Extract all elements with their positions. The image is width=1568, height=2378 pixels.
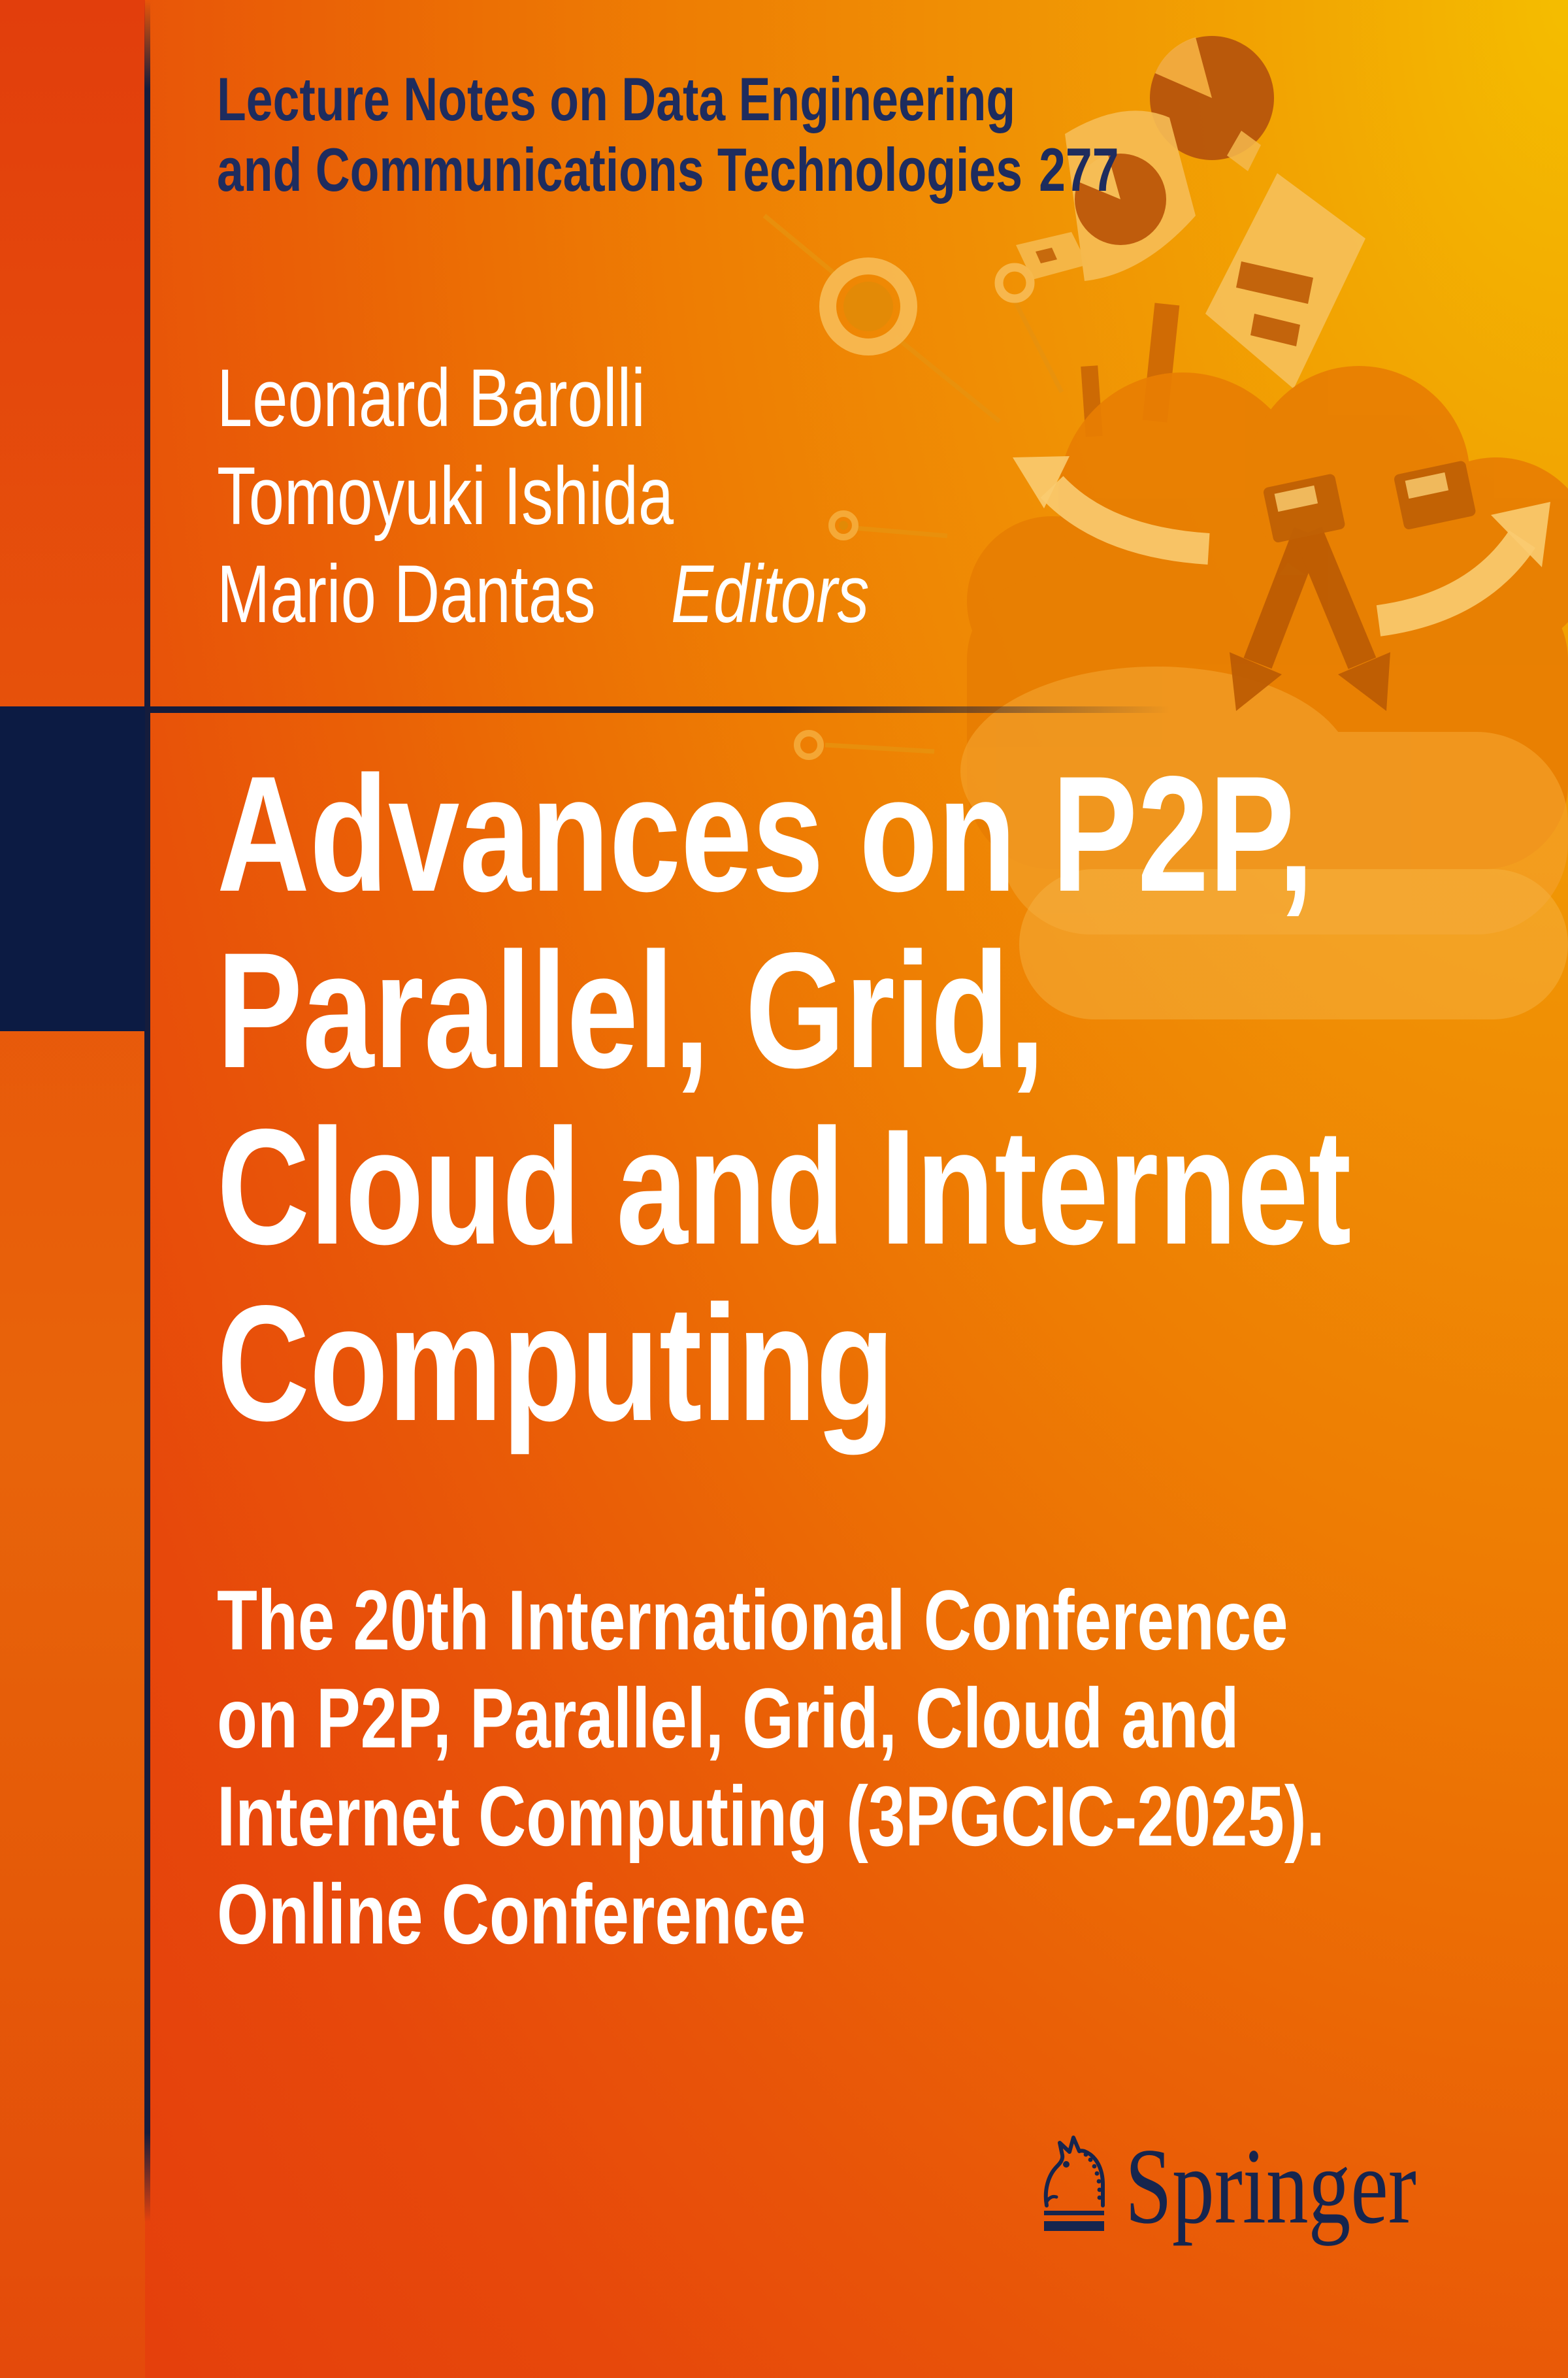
title-line: Cloud and Internet	[217, 1095, 1352, 1279]
publisher-name: Springer	[1125, 2126, 1416, 2246]
series-line-1: Lecture Notes on Data Engineering	[217, 65, 1016, 133]
document-diamond	[1205, 173, 1365, 389]
editor-name: Tomoyuki Ishida	[217, 451, 674, 542]
vertical-rule	[144, 0, 150, 2222]
book-title	[217, 742, 1352, 1455]
book-subtitle	[217, 1571, 1325, 1963]
horizontal-rule	[145, 706, 1169, 713]
series-volume-number: 277	[1039, 135, 1119, 204]
springer-horse-icon	[1039, 2128, 1109, 2234]
editors-block	[217, 350, 870, 644]
series-title	[217, 64, 1119, 205]
title-line: Parallel, Grid,	[217, 919, 1045, 1102]
editor-name: Leonard Barolli	[217, 353, 645, 444]
series-line-2: and Communications Technologies 277	[217, 135, 1119, 204]
title-line: Advances on P2P,	[217, 742, 1314, 926]
left-accent-panel	[0, 0, 145, 2378]
navy-accent-square	[0, 706, 145, 1031]
subtitle-line: Online Conference	[217, 1866, 806, 1962]
subtitle-line: The 20th International Conference	[217, 1572, 1288, 1668]
editor-name: Mario Dantas Editors	[217, 546, 674, 644]
subtitle-line: Internet Computing (3PGCIC-2025).	[217, 1768, 1325, 1864]
title-line: Computing	[217, 1272, 895, 1455]
editors-role-label: Editors	[670, 549, 870, 640]
subtitle-line: on P2P, Parallel, Grid, Cloud and	[217, 1670, 1239, 1766]
